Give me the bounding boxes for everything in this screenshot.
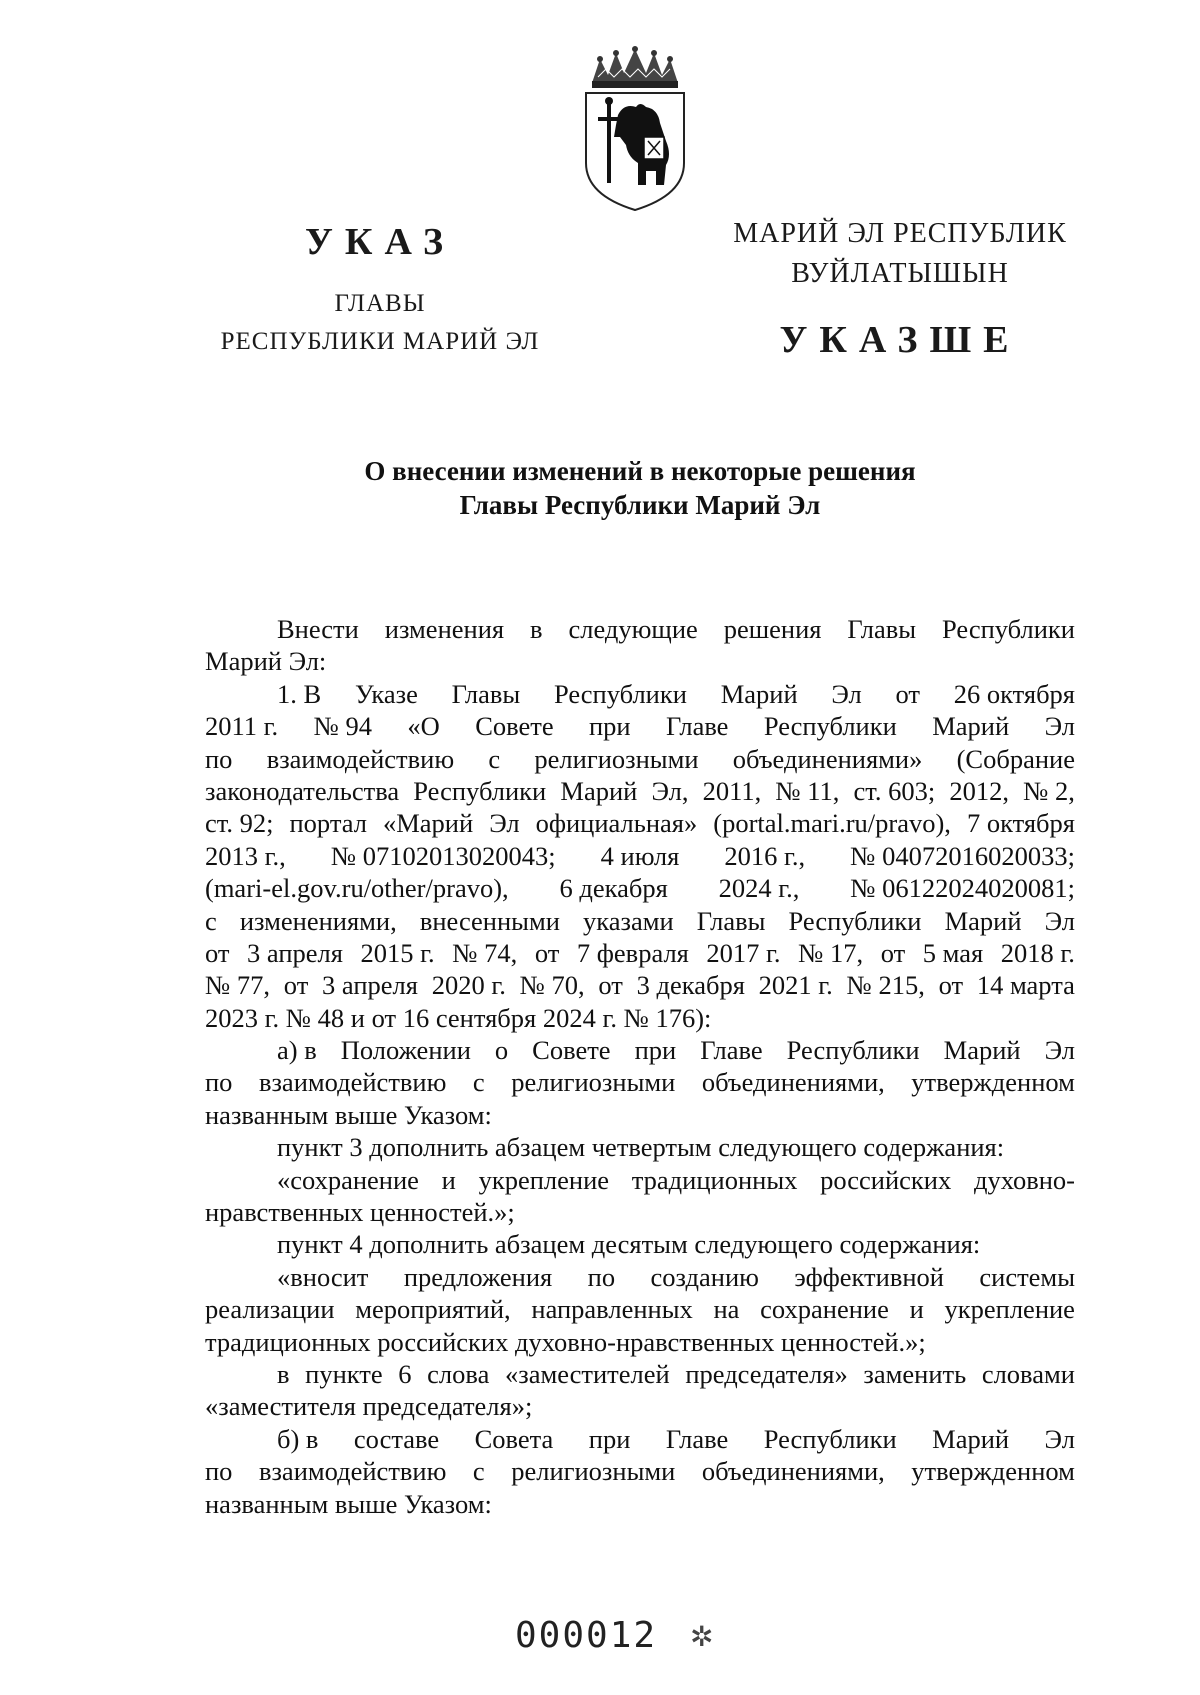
body-text: № 17, — [798, 937, 864, 968]
coat-of-arms-icon — [580, 45, 690, 215]
body-line — [205, 678, 1075, 710]
body-text: заменить — [863, 1358, 967, 1389]
body-line — [205, 1164, 1075, 1196]
body-text: российских — [820, 1164, 952, 1195]
body-text: 2015 г. — [360, 937, 435, 968]
body-text: 2016 г., — [724, 840, 806, 871]
body-text: созданию — [650, 1261, 759, 1292]
body-text: Указе — [354, 678, 418, 709]
body-line — [205, 775, 1075, 807]
body-text: от — [283, 970, 309, 1001]
body-text: 3 декабря — [636, 970, 745, 1001]
body-text: от — [205, 937, 230, 968]
body-text: 2011 г. — [205, 711, 279, 742]
document-title-line2: Главы Республики Марий Эл — [459, 490, 821, 520]
body-text: 5 мая — [922, 937, 984, 968]
body-line — [205, 807, 1075, 839]
body-text: реализации — [205, 1294, 335, 1325]
body-text: «О — [407, 711, 440, 742]
body-line — [205, 1326, 1075, 1358]
body-text: по — [205, 1067, 233, 1098]
body-text: по — [205, 1456, 233, 1487]
body-text: Главе — [700, 1035, 763, 1066]
body-line — [205, 1390, 1075, 1422]
body-text: нравственных ценностей.»; — [205, 1197, 515, 1228]
body-text: Внести — [277, 614, 359, 644]
decree-title-ru: УКАЗ — [305, 221, 455, 263]
body-text: слова — [427, 1358, 490, 1389]
body-text: сохранение — [760, 1294, 889, 1325]
body-text: «заместителей — [504, 1358, 670, 1389]
body-text: Эл — [831, 678, 862, 709]
body-text: Марий — [932, 1423, 1010, 1454]
body-text: ст. 92; — [205, 808, 274, 839]
body-line — [205, 710, 1075, 742]
body-line — [205, 1034, 1075, 1066]
body-line — [205, 840, 1075, 872]
body-text: Эл — [1044, 1423, 1075, 1454]
body-text: традиционных российских духовно-нравственных ценностей.»; — [205, 1326, 926, 1357]
body-text: Марий — [943, 1035, 1021, 1066]
body-text: 2024 г., — [718, 873, 800, 904]
body-text: 3 апреля — [247, 937, 343, 968]
body-text: изменениями, — [239, 905, 397, 936]
body-text: Республики — [786, 1035, 920, 1066]
decree-issuer-mari-line2: ВУЙЛАТЫШЫН — [791, 258, 1009, 289]
body-line — [205, 1261, 1075, 1293]
body-text: Марий — [932, 711, 1010, 742]
body-text: 2021 г. — [758, 970, 833, 1001]
body-line — [205, 1066, 1075, 1098]
body-text: (portal.mari.ru/pravo), — [713, 808, 951, 839]
body-text: 4 июля — [600, 840, 680, 871]
body-text: по — [205, 743, 233, 774]
body-line — [205, 743, 1075, 775]
body-text: № 06122024020081; — [850, 873, 1075, 904]
body-text: взаимодействию — [258, 1067, 447, 1098]
body-text: системы — [979, 1261, 1075, 1292]
body-text: указами — [583, 905, 674, 936]
body-text: Марий — [944, 905, 1022, 936]
body-text: эффективной — [794, 1261, 944, 1292]
body-text: (Собрание — [956, 743, 1075, 774]
body-text: № 94 — [313, 711, 372, 742]
body-text: с — [472, 1456, 485, 1487]
body-text: Главы — [451, 678, 521, 709]
body-text: пункт 3 дополнить абзацем четвертым следующего содержания: — [277, 1132, 1005, 1163]
body-text: при — [588, 1423, 631, 1454]
body-line — [205, 1002, 1075, 1034]
body-text: 6 декабря — [559, 873, 668, 904]
body-text: Совета — [474, 1423, 554, 1454]
body-text: «заместителя председателя»; — [205, 1391, 533, 1422]
body-text: Главе — [665, 1423, 729, 1454]
body-text: 2013 г., — [205, 840, 286, 871]
body-line — [205, 872, 1075, 904]
body-text: «вносит — [277, 1261, 369, 1292]
body-text: традиционных — [631, 1164, 798, 1195]
body-text: названным выше Указом: — [205, 1488, 492, 1519]
body-text: взаимодействию — [258, 1456, 447, 1487]
decree-title-mari: УКАЗШЕ — [779, 319, 1021, 361]
body-text: внесенными — [419, 905, 560, 936]
body-text: при — [588, 711, 631, 742]
body-text: словами — [981, 1358, 1075, 1389]
body-text: в — [530, 614, 543, 644]
body-text: 6 — [398, 1358, 412, 1389]
body-text: от — [534, 937, 560, 968]
body-line — [205, 1099, 1075, 1131]
body-text: Республики — [788, 905, 922, 936]
body-line — [205, 645, 1075, 677]
body-text: укрепление — [478, 1164, 610, 1195]
body-text: официальная» — [535, 808, 698, 839]
body-text: 2018 г. — [1000, 937, 1075, 968]
page-mark: ✲ — [690, 1622, 714, 1653]
body-text: а) в — [277, 1035, 317, 1066]
body-text: следующие — [568, 614, 698, 644]
body-line — [205, 905, 1075, 937]
body-text: портал — [289, 808, 367, 839]
body-text: № 04072016020033; — [850, 840, 1075, 871]
body-text: названным выше Указом: — [205, 1099, 492, 1130]
body-text: № 215, — [846, 970, 925, 1001]
body-text: № 77, — [205, 970, 271, 1001]
body-line — [205, 1358, 1075, 1390]
body-text: Марий — [560, 775, 638, 806]
body-text: Республики — [763, 711, 897, 742]
body-text: 7 февраля — [576, 937, 689, 968]
body-text: мероприятий, — [355, 1294, 511, 1325]
body-text: и — [909, 1294, 924, 1325]
body-line — [205, 1293, 1075, 1325]
body-text: председателя» — [685, 1358, 848, 1389]
decree-issuer-ru-line1: ГЛАВЫ — [334, 290, 426, 317]
body-text: «Марий — [382, 808, 474, 839]
body-text: 2023 г. № 48 и от 16 сентября 2024 г. № 176): — [205, 1002, 712, 1033]
body-text: пункт 4 дополнить абзацем десятым следующего содержания: — [277, 1229, 981, 1260]
body-text: с — [488, 743, 501, 774]
body-text: 2017 г. — [706, 937, 781, 968]
body-text: Эл — [489, 808, 520, 839]
document-title-line1: О внесении изменений в некоторые решения — [364, 456, 916, 486]
body-line — [205, 1196, 1075, 1228]
body-line — [205, 1455, 1075, 1487]
body-text: утвержденном — [911, 1456, 1075, 1487]
document-title — [200, 454, 1080, 522]
body-text: утвержденном — [911, 1067, 1075, 1098]
body-text: 26 октября — [953, 678, 1075, 709]
body-text: Республики — [763, 1423, 897, 1454]
body-text: б) в — [277, 1423, 319, 1454]
body-line — [205, 1228, 1075, 1260]
body-text: с — [205, 905, 217, 936]
body-text: от — [938, 970, 964, 1001]
body-text: в — [277, 1358, 290, 1389]
body-text: ст. 603; — [853, 775, 936, 806]
body-text: Марий — [720, 678, 798, 709]
body-text: от — [895, 678, 920, 709]
body-text: Республики — [942, 614, 1075, 644]
body-text: Главы — [847, 614, 917, 644]
body-text: объединениями» — [732, 743, 923, 774]
body-text: и — [441, 1164, 456, 1195]
body-text: Главы — [696, 905, 766, 936]
body-text: при — [634, 1035, 677, 1066]
body-text: составе — [353, 1423, 440, 1454]
body-line — [205, 613, 1075, 645]
body-text: «сохранение — [277, 1164, 419, 1195]
body-text: религиозными — [511, 1456, 676, 1487]
body-text: о — [494, 1035, 509, 1066]
body-text: 2011, — [702, 775, 762, 806]
body-text: предложения — [403, 1261, 553, 1292]
body-text: № 70, — [519, 970, 585, 1001]
body-text: Марий Эл: — [205, 646, 327, 677]
body-text: Республики — [413, 775, 547, 806]
body-text: пункте — [305, 1358, 383, 1389]
body-text: объединениями, — [701, 1067, 885, 1098]
decree-issuer-mari-line1: МАРИЙ ЭЛ РЕСПУБЛИК — [733, 218, 1067, 249]
body-text: № 2, — [1023, 775, 1075, 806]
body-text: 3 апреля — [322, 970, 418, 1001]
body-text: Эл — [1044, 905, 1075, 936]
body-text: Эл — [1044, 1035, 1075, 1066]
body-text: от — [880, 937, 906, 968]
body-line — [205, 1488, 1075, 1520]
body-text: № 07102013020043; — [330, 840, 556, 871]
body-text: с — [472, 1067, 485, 1098]
body-text: взаимодействию — [266, 743, 455, 774]
body-text: Эл, — [651, 775, 689, 806]
body-text: 2012, — [949, 775, 1010, 806]
body-text: № 74, — [452, 937, 518, 968]
body-text: Республики — [553, 678, 687, 709]
body-text: объединениями, — [701, 1456, 885, 1487]
body-text: 14 марта — [976, 970, 1075, 1001]
body-line — [205, 1423, 1075, 1455]
decree-issuer-ru-line2: РЕСПУБЛИКИ МАРИЙ ЭЛ — [220, 328, 540, 355]
body-line — [205, 1131, 1075, 1163]
body-text: религиозными — [534, 743, 699, 774]
body-line — [205, 969, 1075, 1001]
body-text: 2020 г. — [431, 970, 506, 1001]
body-text: № 11, — [775, 775, 840, 806]
body-text: Эл — [1044, 711, 1075, 742]
body-text: законодательства — [205, 775, 400, 806]
body-text: Совете — [532, 1035, 611, 1066]
body-text: религиозными — [511, 1067, 676, 1098]
body-text: Положении — [340, 1035, 471, 1066]
body-text: Главе — [666, 711, 729, 742]
page-number: 000012 — [515, 1615, 658, 1656]
body-text: изменения — [384, 614, 505, 644]
body-text: от — [598, 970, 623, 1001]
body-text: (mari-el.gov.ru/other/pravo), — [205, 873, 509, 904]
body-text: Совете — [475, 711, 554, 742]
body-text: на — [713, 1294, 740, 1325]
body-text: решения — [723, 614, 822, 644]
body-text: направленных — [531, 1294, 693, 1325]
body-line — [205, 937, 1075, 969]
body-text: по — [587, 1261, 616, 1292]
document-body — [205, 613, 1075, 1520]
body-text: укрепление — [944, 1294, 1075, 1325]
body-text: духовно- — [973, 1164, 1075, 1195]
body-text: 1. В — [277, 678, 322, 709]
body-text: 7 октября — [966, 808, 1075, 839]
